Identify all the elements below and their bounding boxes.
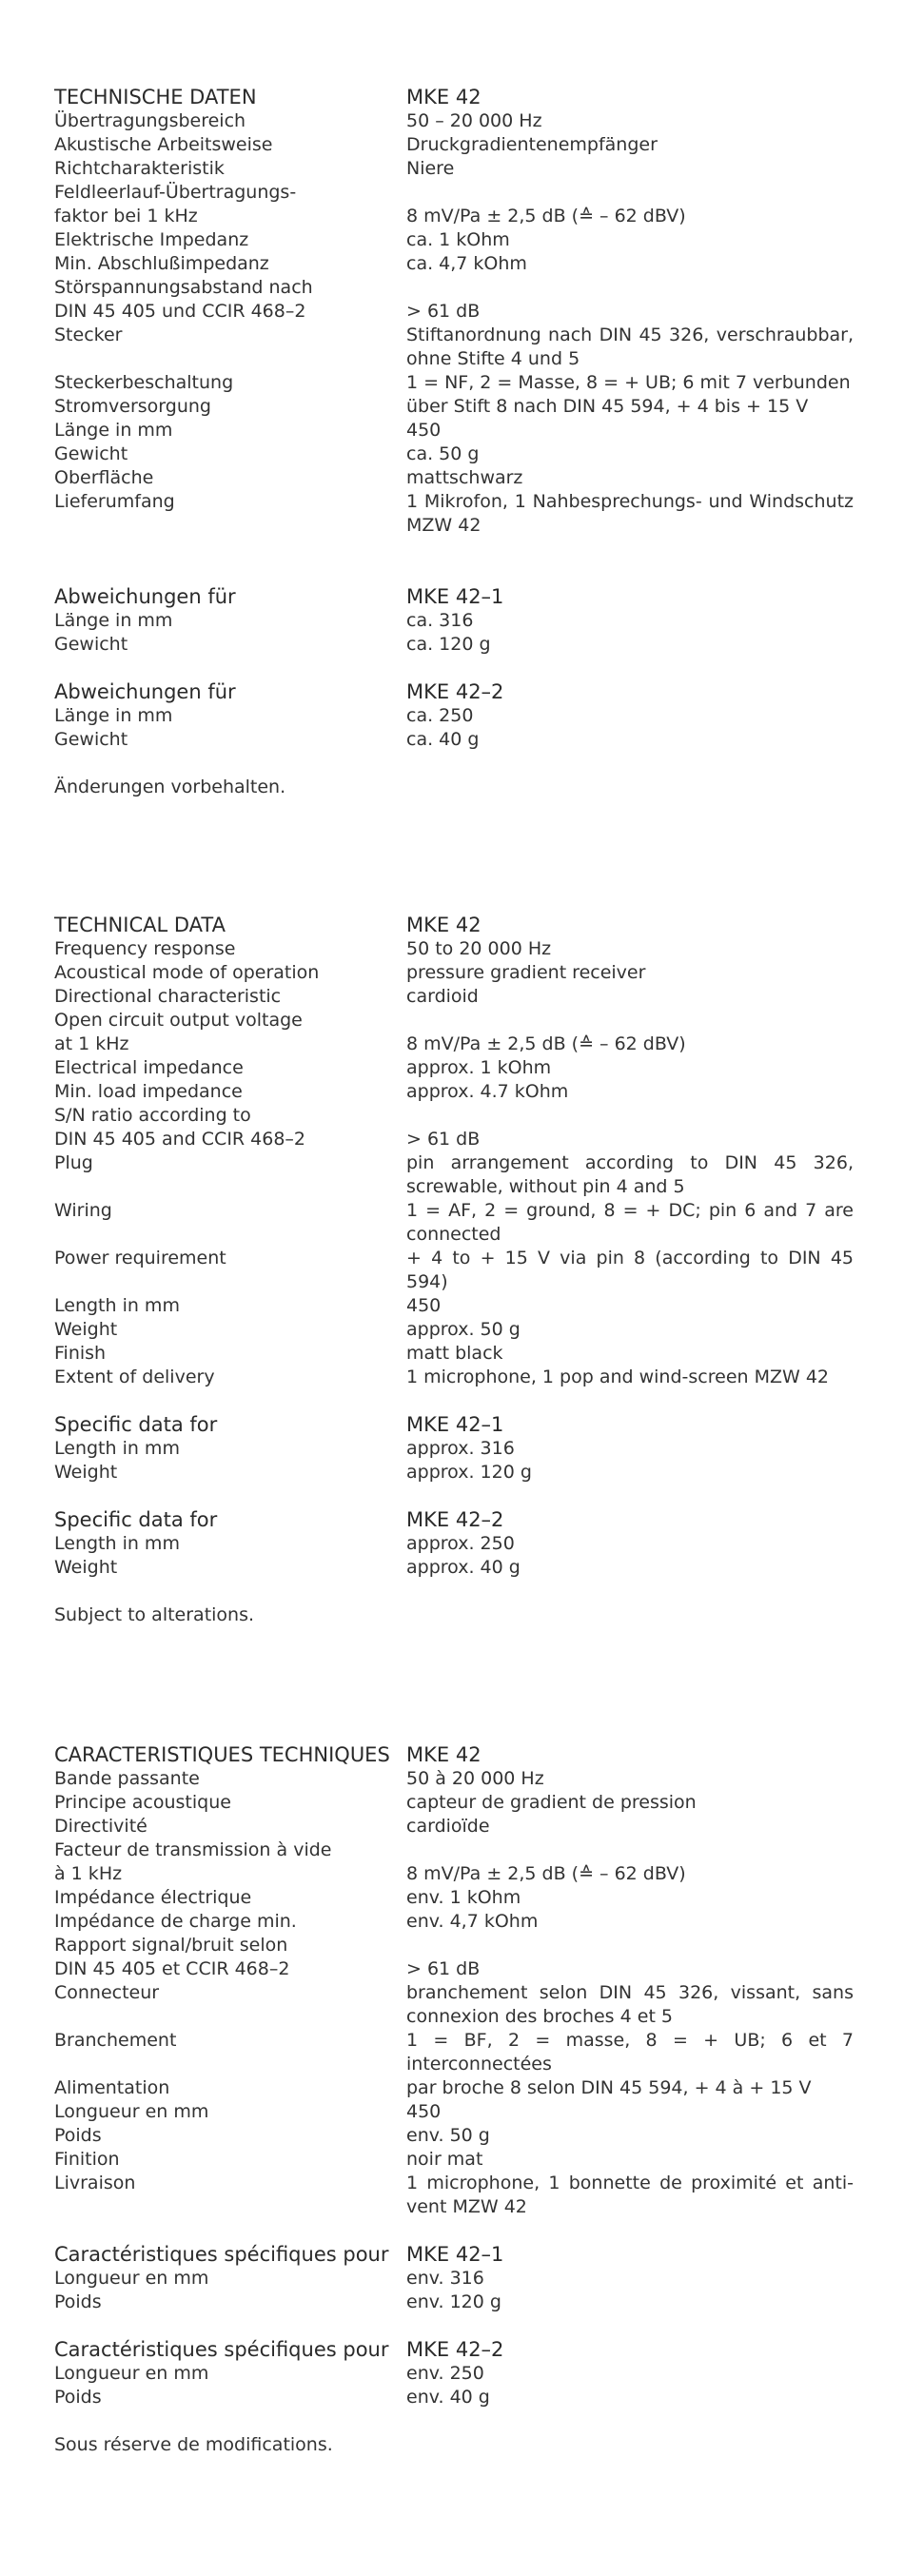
spec-label: Longueur en mm [54,2268,209,2289]
spec-value: ca. 4,7 kOhm [406,253,527,274]
spec-label: Stromversorgung [54,396,211,417]
spec-label: Länge in mm [54,420,173,441]
spec-label: Electrical impedance [54,1057,244,1078]
spec-row [54,2076,854,2100]
spec-row [54,1767,854,1791]
spec-label: Poids [54,2125,102,2146]
spec-value: 50 to 20 000 Hz [406,938,552,959]
spec-label: Frequency response [54,938,236,959]
spec-row [54,1199,860,1247]
spec-value: mattschwarz [406,467,523,488]
spec-label: Directional characteristic [54,986,282,1007]
spec-value: > 61 dB [406,301,481,322]
spec-row [54,1934,854,1957]
heading-model: MKE 42 [406,914,481,936]
spec-label: Longueur en mm [54,2363,209,2384]
variant-model: MKE 42–1 [406,2243,504,2266]
spec-label: Min. Abschlußimpedanz [54,253,269,274]
spec-row [54,371,854,395]
spec-value: 1 microphone, 1 pop and wind-screen MZW 42 [406,1367,830,1387]
spec-value: branchement selon DIN 45 326, vissant, sans connexion des broches 4 et 5 [406,1982,860,2027]
spec-label: Finition [54,2149,120,2170]
spec-row [54,1556,854,1580]
spec-value: approx. 120 g [406,1462,532,1483]
spec-row [54,1104,854,1128]
spec-label: Length in mm [54,1438,180,1459]
spec-value: approx. 316 [406,1438,515,1459]
spec-value: Stiftanordnung nach DIN 45 326, verschraubbar, ohne Stifte 4 und 5 [406,324,860,369]
variant-heading [54,1508,854,1532]
spec-row [54,1957,854,1981]
variant-heading [54,2338,854,2362]
spec-value: noir mat [406,2149,483,2170]
spec-value [406,1839,854,1862]
spec-label: Length in mm [54,1295,180,1316]
spec-row [54,181,854,205]
spec-value: 450 [406,1295,442,1316]
spec-value: approx. 1 kOhm [406,1057,552,1078]
spec-value: 8 mV/Pa ± 2,5 dB (≙ – 62 dBV) [406,1863,686,1884]
spec-label: Weight [54,1557,118,1578]
spec-row [54,1128,854,1151]
spec-value: 1 = AF, 2 = ground, 8 = + DC; pin 6 and 7 are connected [406,1200,860,1245]
spec-row [54,985,854,1009]
spec-label: Connecteur [54,1982,160,2003]
section-english [54,914,860,1627]
spec-label: Impédance électrique [54,1887,252,1908]
spec-label: Oberfläche [54,467,154,488]
spec-row [54,324,860,371]
spec-value: 50 à 20 000 Hz [406,1768,544,1789]
alteration-note: Subject to alterations. [54,1604,255,1625]
spec-value: approx. 50 g [406,1319,521,1340]
spec-label: Richtcharakteristik [54,158,225,179]
spec-label: Acoustical mode of operation [54,962,320,983]
spec-label: Gewicht [54,634,128,655]
spec-value: matt black [406,1343,503,1364]
spec-row [54,1009,854,1032]
variant-label: Caractéristiques spécifiques pour [54,2243,389,2266]
spec-label: Wiring [54,1200,112,1221]
heading-label: TECHNISCHE DATEN [54,86,257,108]
spec-row [54,395,854,419]
spec-row [54,1910,854,1934]
spec-row [54,1815,854,1839]
spec-row [54,157,854,181]
spec-row [54,1032,854,1056]
spec-value: ca. 120 g [406,634,491,655]
spec-value: cardioid [406,986,479,1007]
spec-value: ca. 1 kOhm [406,229,510,250]
spec-row [54,633,854,657]
spec-row [54,2362,854,2386]
spec-row [54,228,854,252]
heading-label: CARACTERISTIQUES TECHNIQUES [54,1743,390,1766]
spec-row [54,2291,854,2314]
spec-row [54,1318,854,1342]
spec-value [406,1009,854,1032]
spec-value: capteur de gradient de pression [406,1792,697,1813]
spec-label: Principe acoustique [54,1792,231,1813]
heading-label: TECHNICAL DATA [54,914,226,936]
spec-value: approx. 4.7 kOhm [406,1081,569,1102]
variant-label: Abweichungen für [54,585,236,608]
spec-label: Extent of delivery [54,1367,215,1387]
spec-row [54,300,854,324]
spec-row [54,1342,854,1366]
spec-value: par broche 8 selon DIN 45 594, + 4 à + 15 V [406,2077,812,2098]
spec-value: env. 316 [406,2268,484,2289]
spec-value: 1 Mikrofon, 1 Nahbesprechungs- und Windschutz MZW 42 [406,491,860,536]
spec-value: pin arrangement according to DIN 45 326, screwable, without pin 4 and 5 [406,1152,860,1197]
spec-value: ca. 250 [406,705,474,726]
spec-value: 8 mV/Pa ± 2,5 dB (≙ – 62 dBV) [406,1033,686,1054]
spec-row [54,1056,854,1080]
spec-label: Facteur de transmission à vide [54,1839,332,1860]
spec-label: Bande passante [54,1768,200,1789]
spec-row [54,728,854,752]
spec-label: DIN 45 405 und CCIR 468–2 [54,301,306,322]
spec-row [54,2386,854,2409]
spec-label: Steckerbeschaltung [54,372,234,393]
variant-heading [54,1413,854,1437]
spec-row [54,276,854,300]
spec-row [54,1437,854,1461]
spec-label: Stecker [54,324,123,345]
variant-model: MKE 42–2 [406,1508,504,1531]
spec-row [54,442,854,466]
variant-label: Abweichungen für [54,680,236,703]
variant-model: MKE 42–1 [406,1413,504,1436]
spec-label: Length in mm [54,1533,180,1554]
spec-row [54,2148,854,2172]
spec-label: faktor bei 1 kHz [54,206,198,226]
spec-label: Livraison [54,2173,136,2193]
spec-label: Übertragungsbereich [54,110,246,131]
spec-value [406,1104,854,1128]
spec-value: env. 1 kOhm [406,1887,521,1908]
spec-value: > 61 dB [406,1129,481,1150]
spec-label: S/N ratio according to [54,1105,251,1126]
heading-model: MKE 42 [406,86,481,108]
spec-value: 450 [406,420,442,441]
variant-model: MKE 42–2 [406,680,504,703]
variant-heading [54,680,854,704]
variant-label: Specific data for [54,1508,218,1531]
spec-row [54,1366,854,1389]
variant-model: MKE 42–2 [406,2338,504,2361]
spec-value: approx. 40 g [406,1557,521,1578]
spec-value [406,276,854,300]
spec-row [54,205,854,228]
section-french [54,1743,860,2457]
spec-label: à 1 kHz [54,1863,123,1884]
spec-label: Gewicht [54,729,128,750]
spec-value [406,1934,854,1957]
spec-label: Lieferumfang [54,491,175,512]
spec-label: Power requirement [54,1248,226,1268]
spec-label: DIN 45 405 et CCIR 468–2 [54,1958,290,1979]
spec-value: env. 120 g [406,2291,501,2312]
spec-row [54,1080,854,1104]
spec-label: Elektrische Impedanz [54,229,249,250]
spec-row [54,419,854,442]
spec-label: Alimentation [54,2077,170,2098]
spec-value: pressure gradient receiver [406,962,646,983]
spec-value: cardioïde [406,1816,490,1837]
spec-row [54,704,854,728]
spec-row [54,1294,854,1318]
spec-value: ca. 316 [406,610,474,631]
spec-value: 50 – 20 000 Hz [406,110,542,131]
spec-label: Länge in mm [54,610,173,631]
variant-model: MKE 42–1 [406,585,504,608]
spec-row [54,1981,860,2029]
spec-value: ca. 50 g [406,443,480,464]
spec-value: approx. 250 [406,1533,515,1554]
variant-heading [54,585,854,609]
spec-label: Poids [54,2387,102,2408]
spec-row [54,609,854,633]
spec-label: Finish [54,1343,107,1364]
spec-label: Open circuit output voltage [54,1010,303,1031]
spec-row [54,1151,860,1199]
spec-label: Akustische Arbeitsweise [54,134,273,155]
spec-row [54,2124,854,2148]
spec-label: at 1 kHz [54,1033,129,1054]
spec-label: Gewicht [54,443,128,464]
spec-value [406,181,854,205]
spec-row [54,109,854,133]
spec-value: 1 = BF, 2 = masse, 8 = + UB; 6 et 7 interconnectées [406,2030,860,2075]
spec-row [54,490,860,538]
spec-label: Weight [54,1462,118,1483]
spec-value: 1 microphone, 1 bonnette de proximité et anti-vent MZW 42 [406,2173,854,2217]
spec-label: Länge in mm [54,705,173,726]
spec-row [54,1247,860,1294]
spec-value: Druckgradientenempfänger [406,134,658,155]
spec-label: DIN 45 405 and CCIR 468–2 [54,1129,306,1150]
spec-label: Poids [54,2291,102,2312]
spec-row [54,1862,854,1886]
spec-label: Branchement [54,2030,177,2051]
spec-value: + 4 to + 15 V via pin 8 (according to DIN 45 594) [406,1248,860,1292]
spec-value: 450 [406,2101,442,2122]
spec-row [54,2100,854,2124]
section-heading [54,1743,854,1767]
spec-row [54,2029,860,2076]
spec-row [54,1461,854,1485]
spec-row [54,1532,854,1556]
spec-value: über Stift 8 nach DIN 45 594, + 4 bis + 15 V [406,396,809,417]
spec-value: > 61 dB [406,1958,481,1979]
spec-row [54,1886,854,1910]
spec-label: Feldleerlauf-Übertragungs- [54,182,297,203]
spec-value: Niere [406,158,455,179]
variant-heading [54,2243,854,2267]
spec-label: Min. load impedance [54,1081,243,1102]
spec-row [54,1791,854,1815]
spec-value: env. 50 g [406,2125,490,2146]
spec-label: Plug [54,1152,93,1173]
variant-label: Caractéristiques spécifiques pour [54,2338,389,2361]
spec-row [54,466,854,490]
heading-model: MKE 42 [406,1743,481,1766]
spec-label: Weight [54,1319,118,1340]
spec-label: Directivité [54,1816,147,1837]
spec-row [54,961,854,985]
spec-label: Rapport signal/bruit selon [54,1935,288,1956]
spec-label: Impédance de charge min. [54,1911,297,1932]
variant-label: Specific data for [54,1413,218,1436]
spec-row [54,937,854,961]
spec-label: Longueur en mm [54,2101,209,2122]
spec-row [54,2267,854,2291]
spec-value: 8 mV/Pa ± 2,5 dB (≙ – 62 dBV) [406,206,686,226]
alteration-note: Änderungen vorbehalten. [54,777,286,797]
spec-value: env. 40 g [406,2387,490,2408]
spec-value: env. 250 [406,2363,484,2384]
section-german [54,86,860,799]
spec-row [54,133,854,157]
section-heading [54,86,854,109]
alteration-note: Sous réserve de modifications. [54,2434,333,2455]
spec-value: env. 4,7 kOhm [406,1911,539,1932]
spec-label: Störspannungsabstand nach [54,277,313,298]
spec-value: 1 = NF, 2 = Masse, 8 = + UB; 6 mit 7 verbunden [406,372,851,393]
spec-value: ca. 40 g [406,729,480,750]
spec-row [54,1839,854,1862]
section-heading [54,914,854,937]
spec-row [54,2172,854,2219]
spec-row [54,252,854,276]
